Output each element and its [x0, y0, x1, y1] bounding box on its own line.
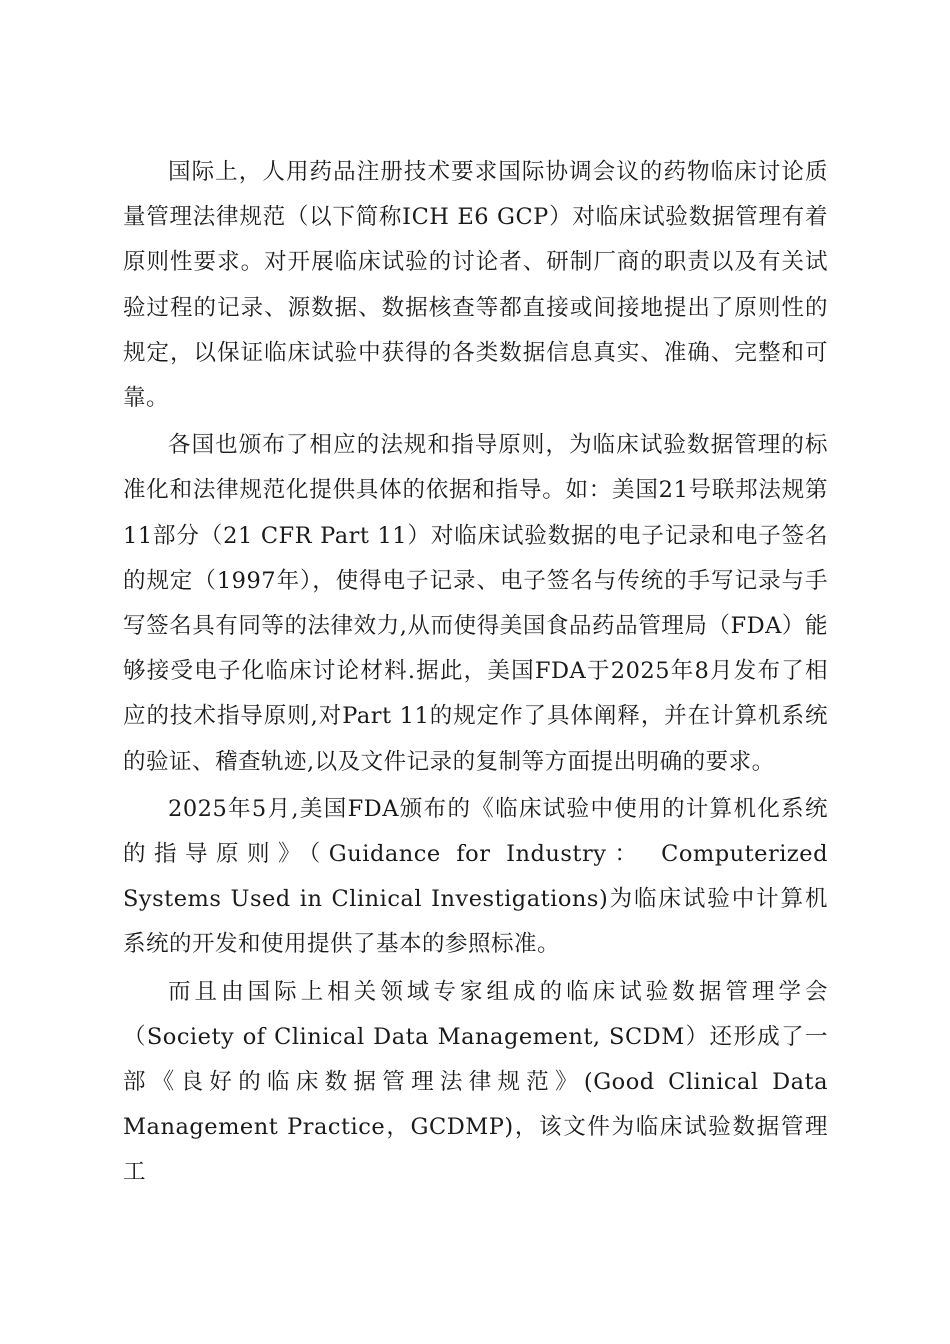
- paragraph-regulations: 各国也颁布了相应的法规和指导原则，为临床试验数据管理的标准化和法律规范化提供具体的依据和指导。如：美国21号联邦法规第11部分（21 CFR Part 11）对临床试验数据的电子记录和电子签名的规定（1997年），使得电子记录、电子签名与传统的手写记录与手写签名具有同等的法律效力,从而使得美国食品药品管理局（FDA）能够接受电子化临床讨论材料.据此，美国FDA于2025年8月发布了相应的技术指导原则,对Part 11的规定作了具体阐释，并在计算机系统的验证、稽查轨迹,以及文件记录的复制等方面提出明确的要求。: [123, 432, 828, 775]
- paragraph-scdm: 而且由国际上相关领域专家组成的临床试验数据管理学会（Society of Clinical Data Management, SCDM）还形成了一部《良好的临床数据管理法律规范》(Good Clinical Data Management Practice，GCDMP)，该文件为临床试验数据管理工: [123, 978, 828, 1186]
- paragraph-fda-guidance: 2025年5月,美国FDA颁布的《临床试验中使用的计算机化系统的指导原则》（Guidance for Industry： Computerized Systems Used in Clinical Investigations)为临床试验中计算机系统的开发和使用提供了基本的参照标准。: [123, 795, 828, 958]
- paragraph-ich-gcp: 国际上，人用药品注册技术要求国际协调会议的药物临床讨论质量管理法律规范（以下简称ICH E6 GCP）对临床试验数据管理有着原则性要求。对开展临床试验的讨论者、研制厂商的职责以及有关试验过程的记录、源数据、数据核查等都直接或间接地提出了原则性的规定，以保证临床试验中获得的各类数据信息真实、准确、完整和可靠。: [123, 159, 828, 412]
- document-body: [123, 150, 828, 1196]
